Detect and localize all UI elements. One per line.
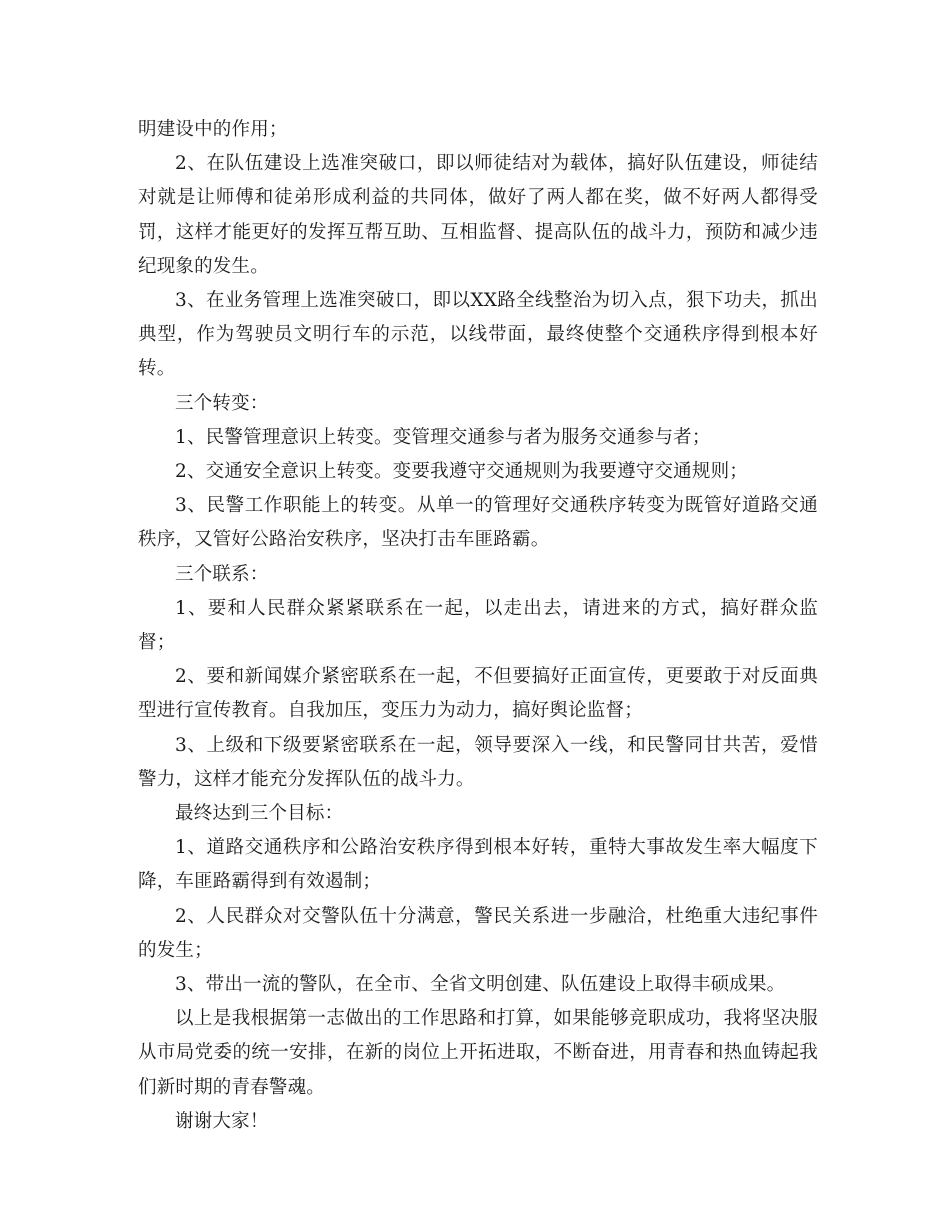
heading-three-goals: 最终达到三个目标： — [175, 803, 344, 825]
paragraph-connection-3: 3、上级和下级要紧密联系在一起，领导要深入一线，和民警同甘共苦，爱惜警力，这样才能充分发挥队伍的战斗力。 — [138, 734, 818, 790]
paragraph-change-3: 3、民警工作职能上的转变。从单一的管理好交通秩序转变为既管好道路交通秩序，又管好公路治安秩序，坚决打击车匪路霸。 — [138, 495, 818, 551]
paragraph-goal-1: 1、道路交通秩序和公路治安秩序得到根本好转，重特大事故发生率大幅度下降，车匪路霸得到有效遏制； — [138, 837, 818, 893]
heading-three-changes: 三个转变： — [175, 392, 269, 414]
paragraph-goal-3: 3、带出一流的警队，在全市、全省文明创建、队伍建设上取得丰硕成果。 — [175, 974, 786, 996]
paragraph-goal-2: 2、人民群众对交警队伍十分满意，警民关系进一步融洽，杜绝重大违纪事件的发生； — [138, 905, 818, 961]
paragraph-thanks: 谢谢大家！ — [175, 1110, 269, 1132]
document-body — [138, 113, 818, 1139]
paragraph-connection-2: 2、要和新闻媒介紧密联系在一起，不但要搞好正面宣传，更要敢于对反面典型进行宣传教育。自我加压，变压力为动力，搞好舆论监督； — [138, 666, 818, 722]
paragraph-continuation: 明建设中的作用； — [138, 119, 288, 140]
paragraph-connection-1: 1、要和人民群众紧紧联系在一起，以走出去，请进来的方式，搞好群众监督； — [138, 597, 818, 654]
paragraph-business-management: 3、在业务管理上选准突破口，即以XX路全线整治为切入点，狠下功夫，抓出典型，作为驾驶员文明行车的示范，以线带面，最终使整个交通秩序得到根本好转。 — [138, 290, 818, 380]
paragraph-conclusion: 以上是我根据第一志做出的工作思路和打算，如果能够竞职成功，我将坚决服从市局党委的统一安排，在新的岗位上开拓进取，不断奋进，用青春和热血铸起我们新时期的青春警魂。 — [138, 1008, 818, 1098]
heading-three-connections: 三个联系： — [175, 563, 269, 585]
paragraph-change-1: 1、民警管理意识上转变。变管理交通参与者为服务交通参与者； — [175, 426, 711, 448]
paragraph-team-building: 2、在队伍建设上选准突破口，即以师徒结对为载体，搞好队伍建设，师徒结对就是让师傅和徒弟形成利益的共同体，做好了两人都在奖，做不好两人都得受罚，这样才能更好的发挥互帮互助、互相监督、提高队伍的战斗力，预防和减少违纪现象的发生。 — [138, 153, 818, 277]
paragraph-change-2: 2、交通安全意识上转变。变要我遵守交通规则为我要遵守交通规则； — [175, 461, 748, 483]
